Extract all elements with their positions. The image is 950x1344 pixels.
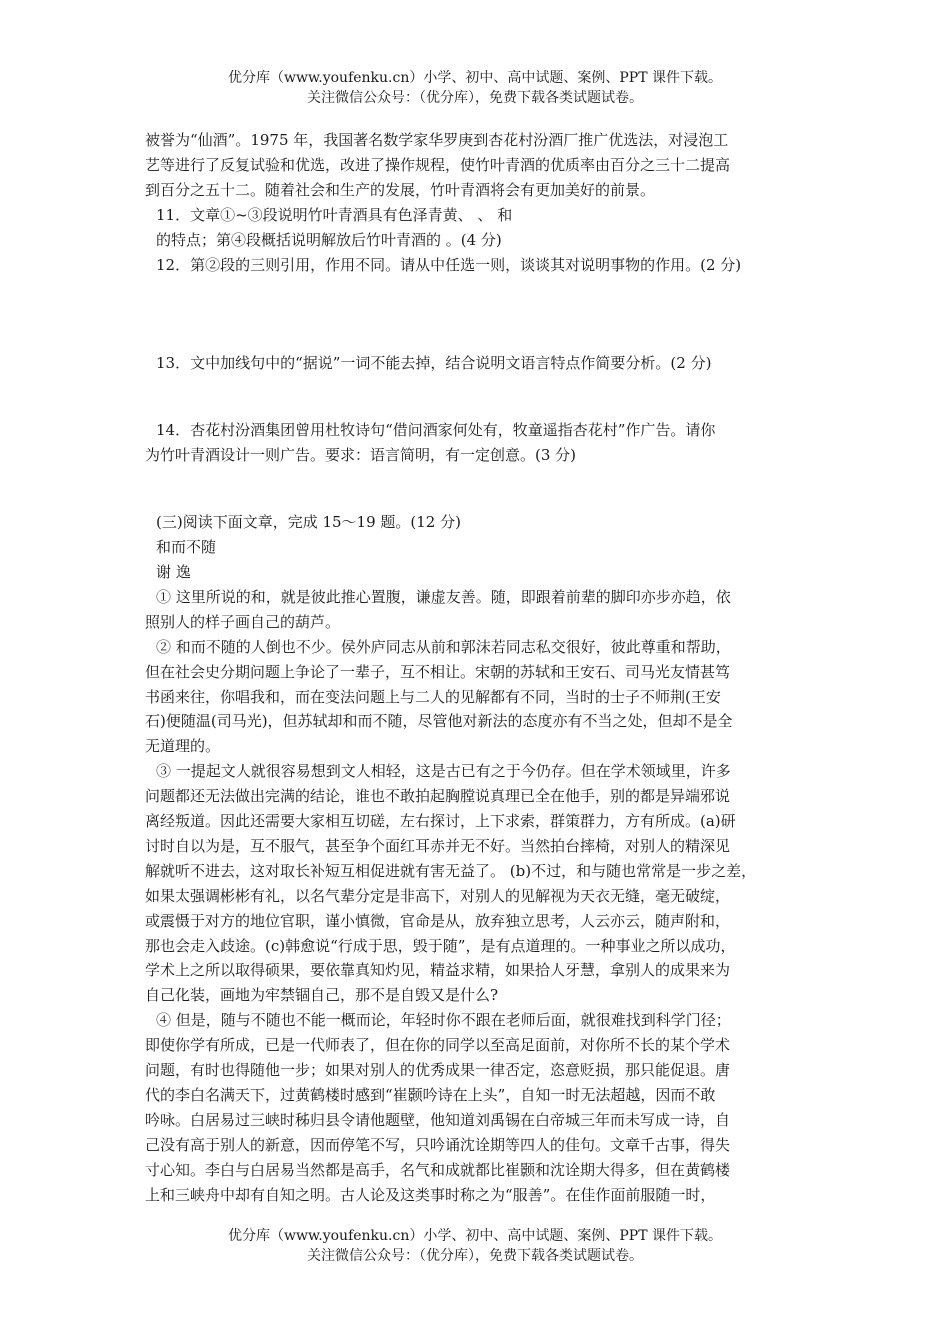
question-11: 11．文章①~③段说明竹叶青酒具有色泽青黄、 、 和	[156, 205, 513, 224]
text-line: 石)便随温(司马光)，但苏轼却和而不随，尽管他对新法的态度亦有不当之处，但却不是全	[145, 712, 733, 731]
question-14: 14．杏花村汾酒集团曾用杜牧诗句“借问酒家何处有，牧童遥指杏花村”作广告。请你	[156, 421, 716, 440]
question-14-cont: 为竹叶青酒设计一则广告。要求：语言简明，有一定创意。(3 分)	[145, 446, 577, 465]
text-line: 艺等进行了反复试验和优选，改进了操作规程，使竹叶青酒的优质率由百分之三十二提高	[145, 155, 731, 174]
article-title: 和而不随	[156, 538, 217, 557]
question-13: 13．文中加线句中的“据说”一词不能去掉，结合说明文语言特点作简要分析。(2 分)	[156, 354, 712, 373]
text-line: 寸心知。李白与白居易当然都是高手，名气和成就都比崔颢和沈诠期大得多，但在黄鹤楼	[145, 1160, 731, 1179]
text-line: 吟咏。白居易过三峡时秭归县令请他题壁，他知道刘禹锡在白帝城三年而未写成一诗，自	[145, 1110, 731, 1129]
text-line: 学术上之所以取得硕果，要依靠真知灼见，精益求精，如果拾人牙慧，拿别人的成果来为	[145, 961, 731, 980]
answer-space	[145, 376, 815, 418]
answer-space	[145, 468, 815, 510]
text-line: 或震慑于对方的地位官职，谨小慎微，官命是从，放弃独立思考，人云亦云，随声附和，	[145, 911, 731, 930]
text-line: 那也会走入歧途。(c)韩愈说“行成于思，毁于随”，是有点道理的。一种事业之所以成功，	[145, 936, 736, 955]
text-line: 书函来往，你唱我和，而在变法问题上与二人的见解都有不同，当时的士子不师荆(王安	[145, 687, 721, 706]
text-line: 被誉为“仙酒”。1975 年，我国著名数学家华罗庚到杏花村汾酒厂推广优选法，对浸泡工	[145, 131, 729, 149]
text-line: 即使你学有所成，已是一代师表了，但在你的同学以至高足面前，对你所不长的某个学术	[145, 1036, 731, 1055]
text-line: 问题都还无法做出完满的结论，谁也不敢拍起胸膛说真理已全在他手，别的都是异端邪说	[145, 787, 731, 806]
paragraph-1: ① 这里所说的和，就是彼此推心置腹，谦虚友善。随，即跟着前辈的脚印亦步亦趋，依	[156, 587, 731, 606]
text-line: 己没有高于别人的新意，因而停笔不写，只吟诵沈诠期等四人的佳句。文章千古事，得失	[145, 1135, 731, 1154]
article-author: 谢 逸	[156, 562, 191, 581]
header-line-1: 优分库（www.youfenku.cn）小学、初中、高中试题、案例、PPT 课件下载。	[227, 70, 722, 86]
page-footer	[0, 1226, 950, 1266]
header-line-2: 关注微信公众号：（优分库），免费下载各类试题试卷。	[307, 90, 643, 106]
footer-line-2: 关注微信公众号：（优分库），免费下载各类试题试卷。	[307, 1248, 643, 1264]
paragraph-2: ② 和而不随的人倒也不少。侯外庐同志从前和郭沫若同志私交很好，彼此尊重和帮助，	[156, 637, 731, 656]
paragraph-3: ③ 一提起文人就很容易想到文人相轻，这是古已有之于今仍存。但在学术领域里，许多	[156, 762, 731, 781]
answer-space	[145, 277, 815, 351]
text-line: 讨时自以为是，互不服气，甚至争个面红耳赤并无不好。当然拍台摔椅，对别人的精深见	[145, 836, 731, 855]
paragraph-4: ④ 但是，随与不随也不能一概而论，年轻时你不跟在老师后面，就很难找到科学门径；	[156, 1011, 731, 1030]
text-line: 如果太强调彬彬有礼，以名气辈分定是非高下，对别人的见解视为天衣无缝，毫无破绽，	[145, 886, 731, 905]
text-line: 离经叛道。因此还需要大家相互切磋，左右探讨，上下求索，群策群力，方有所成。(a)研	[145, 812, 736, 831]
text-line: 问题，有时也得随他一步；如果对别人的优秀成果一律否定，恣意贬损，那只能促退。唐	[145, 1061, 731, 1080]
text-line: 照别人的样子画自己的葫芦。	[145, 612, 341, 631]
text-line: 到百分之五十二。随着社会和生产的发展，竹叶青酒将会有更加美好的前景。	[145, 180, 656, 199]
text-line: 上和三峡舟中却有自知之明。古人论及这类事时称之为“服善”。在佳作面前服随一时，	[145, 1185, 716, 1204]
footer-line-1: 优分库（www.youfenku.cn）小学、初中、高中试题、案例、PPT 课件下载。	[227, 1228, 722, 1244]
document-body	[145, 128, 815, 1208]
section-3-heading: (三)阅读下面文章，完成 15～19 题。(12 分)	[156, 513, 461, 532]
text-line: 自己化装，画地为牢禁锢自己，那不是自毁又是什么?	[145, 986, 499, 1005]
text-line: 但在社会史分期问题上争论了一辈子，互不相让。宋朝的苏轼和王安石、司马光友情甚笃	[145, 662, 731, 681]
page-header	[0, 68, 950, 108]
question-12: 12．第②段的三则引用，作用不同。请从中任选一则，谈谈其对说明事物的作用。(2 分)	[156, 255, 742, 274]
text-line: 解就听不进去，这对取长补短互相促进就有害无益了。 (b)不过，和与随也常常是一步之差，	[145, 861, 757, 880]
text-line: 无道理的。	[145, 737, 221, 756]
question-11-cont: 的特点；第④段概括说明解放后竹叶青酒的 。(4 分)	[156, 230, 502, 249]
text-line: 代的李白名满天下，过黄鹤楼时感到“崔颢吟诗在上头”，自知一时无法超越，因而不敢	[145, 1086, 716, 1104]
